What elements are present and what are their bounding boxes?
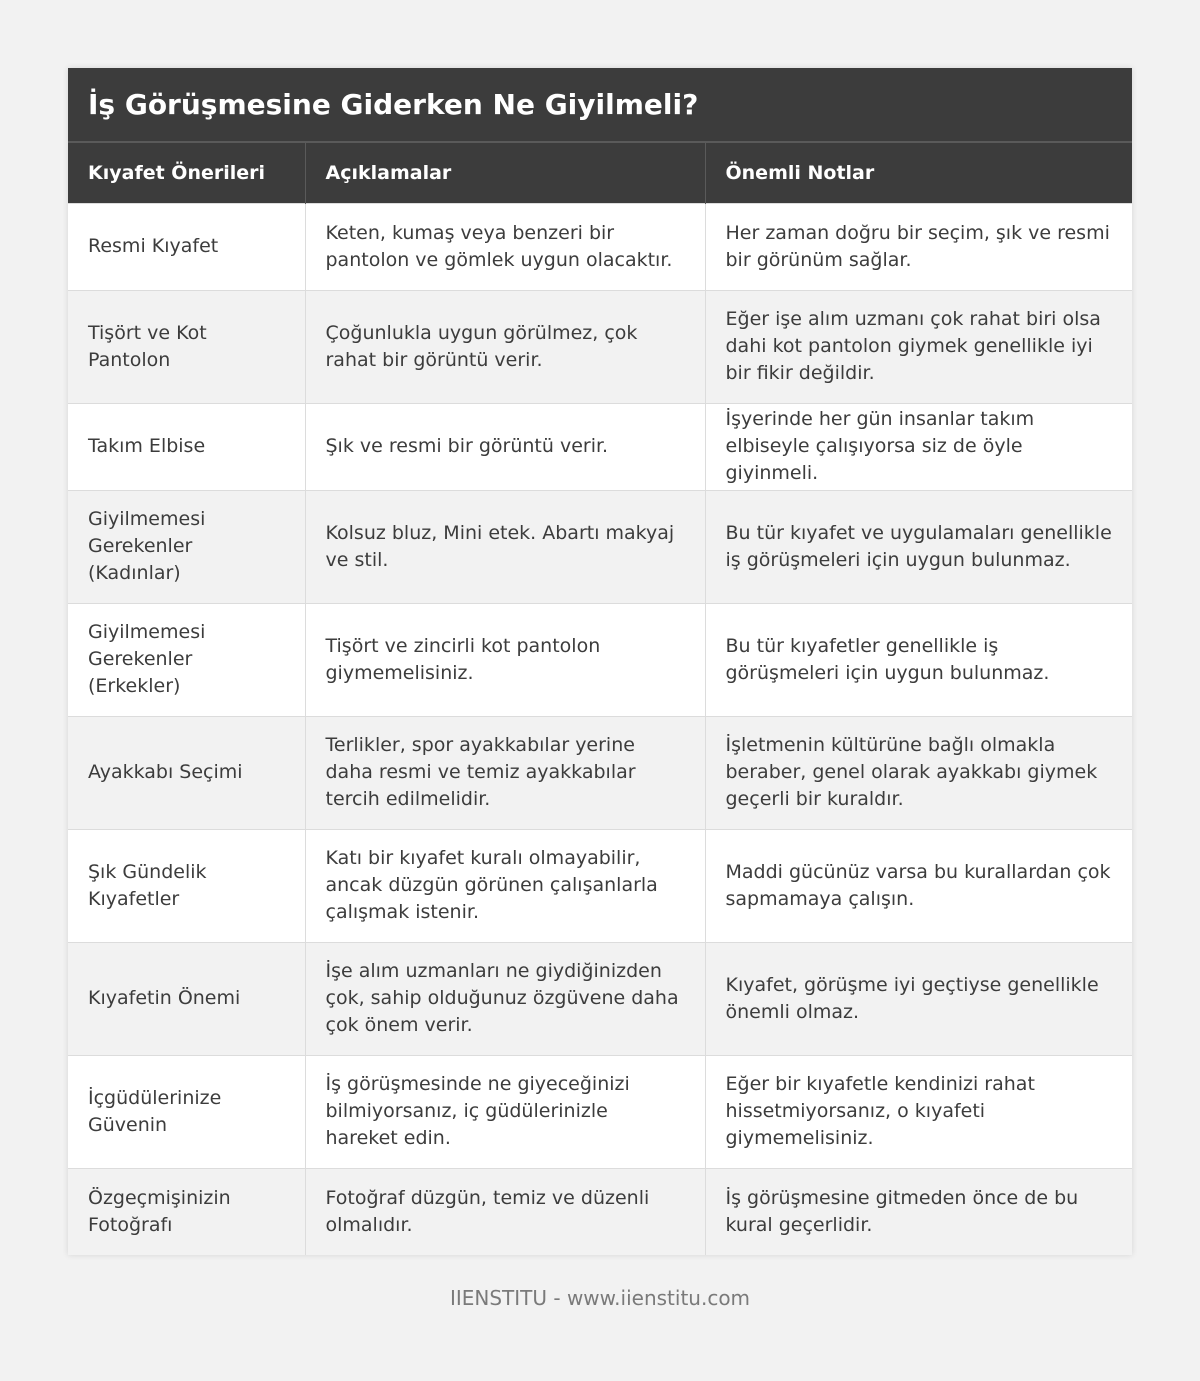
suggestion-cell: Ayakkabı Seçimi — [68, 716, 305, 829]
table-row — [68, 203, 1132, 290]
table-row — [68, 1168, 1132, 1255]
suggestion-cell: Kıyafetin Önemi — [68, 942, 305, 1055]
suggestion-cell: Tişört ve Kot Pantolon — [68, 290, 305, 403]
description-cell: Keten, kumaş veya benzeri bir pantolon ve gömlek uygun olacaktır. — [305, 203, 705, 290]
suggestion-cell: Resmi Kıyafet — [68, 203, 305, 290]
table-row — [68, 403, 1132, 490]
clothing-table — [68, 143, 1132, 1255]
description-cell: Kolsuz bluz, Mini etek. Abartı makyaj ve stil. — [305, 490, 705, 603]
title-bar — [68, 68, 1132, 143]
note-cell: Eğer bir kıyafetle kendinizi rahat hissetmiyorsanız, o kıyafeti giymemelisiniz. — [705, 1055, 1132, 1168]
table-row — [68, 716, 1132, 829]
footer-credit: IIENSTITU - www.iienstitu.com — [449, 1286, 751, 1310]
note-cell: İş görüşmesine gitmeden önce de bu kural geçerlidir. — [705, 1168, 1132, 1255]
note-cell: Bu tür kıyafetler genellikle iş görüşmeleri için uygun bulunmaz. — [705, 603, 1132, 716]
note-cell: Bu tür kıyafet ve uygulamaları genellikle iş görüşmeleri için uygun bulunmaz. — [705, 490, 1132, 603]
suggestion-cell: Giyilmemesi Gerekenler (Kadınlar) — [68, 490, 305, 603]
note-cell: İşyerinde her gün insanlar takım elbiseyle çalışıyorsa siz de öyle giyinmeli. — [705, 403, 1132, 490]
suggestion-cell: Şık Gündelik Kıyafetler — [68, 829, 305, 942]
description-cell: Fotoğraf düzgün, temiz ve düzenli olmalıdır. — [305, 1168, 705, 1255]
table-row — [68, 1055, 1132, 1168]
page-title: İş Görüşmesine Giderken Ne Giyilmeli? — [88, 88, 699, 121]
note-cell: Her zaman doğru bir seçim, şık ve resmi bir görünüm sağlar. — [705, 203, 1132, 290]
table-row — [68, 490, 1132, 603]
description-cell: İşe alım uzmanları ne giydiğinizden çok, sahip olduğunuz özgüvene daha çok önem verir. — [305, 942, 705, 1055]
description-cell: Terlikler, spor ayakkabılar yerine daha resmi ve temiz ayakkabılar tercih edilmelidir. — [305, 716, 705, 829]
suggestion-cell: Özgeçmişinizin Fotoğrafı — [68, 1168, 305, 1255]
description-cell: Katı bir kıyafet kuralı olmayabilir, ancak düzgün görünen çalışanlarla çalışmak istenir. — [305, 829, 705, 942]
table-row — [68, 942, 1132, 1055]
column-header-suggestions: Kıyafet Önerileri — [68, 143, 305, 203]
table-row — [68, 829, 1132, 942]
suggestion-cell: Takım Elbise — [68, 403, 305, 490]
description-cell: Çoğunlukla uygun görülmez, çok rahat bir görüntü verir. — [305, 290, 705, 403]
description-cell: Şık ve resmi bir görüntü verir. — [305, 403, 705, 490]
suggestion-cell: Giyilmemesi Gerekenler (Erkekler) — [68, 603, 305, 716]
header-row — [68, 143, 1132, 203]
note-cell: İşletmenin kültürüne bağlı olmakla beraber, genel olarak ayakkabı giymek geçerli bir kuraldır. — [705, 716, 1132, 829]
note-cell: Maddi gücünüz varsa bu kurallardan çok sapmamaya çalışın. — [705, 829, 1132, 942]
table-row — [68, 290, 1132, 403]
column-header-descriptions: Açıklamalar — [305, 143, 705, 203]
description-cell: İş görüşmesinde ne giyeceğinizi bilmiyorsanız, iç güdülerinizle hareket edin. — [305, 1055, 705, 1168]
table-card — [68, 68, 1132, 1255]
column-header-notes: Önemli Notlar — [705, 143, 1132, 203]
note-cell: Kıyafet, görüşme iyi geçtiyse genellikle önemli olmaz. — [705, 942, 1132, 1055]
table-row — [68, 603, 1132, 716]
note-cell: Eğer işe alım uzmanı çok rahat biri olsa dahi kot pantolon giymek genellikle iyi bir fikir değildir. — [705, 290, 1132, 403]
description-cell: Tişört ve zincirli kot pantolon giymemelisiniz. — [305, 603, 705, 716]
suggestion-cell: İçgüdülerinize Güvenin — [68, 1055, 305, 1168]
